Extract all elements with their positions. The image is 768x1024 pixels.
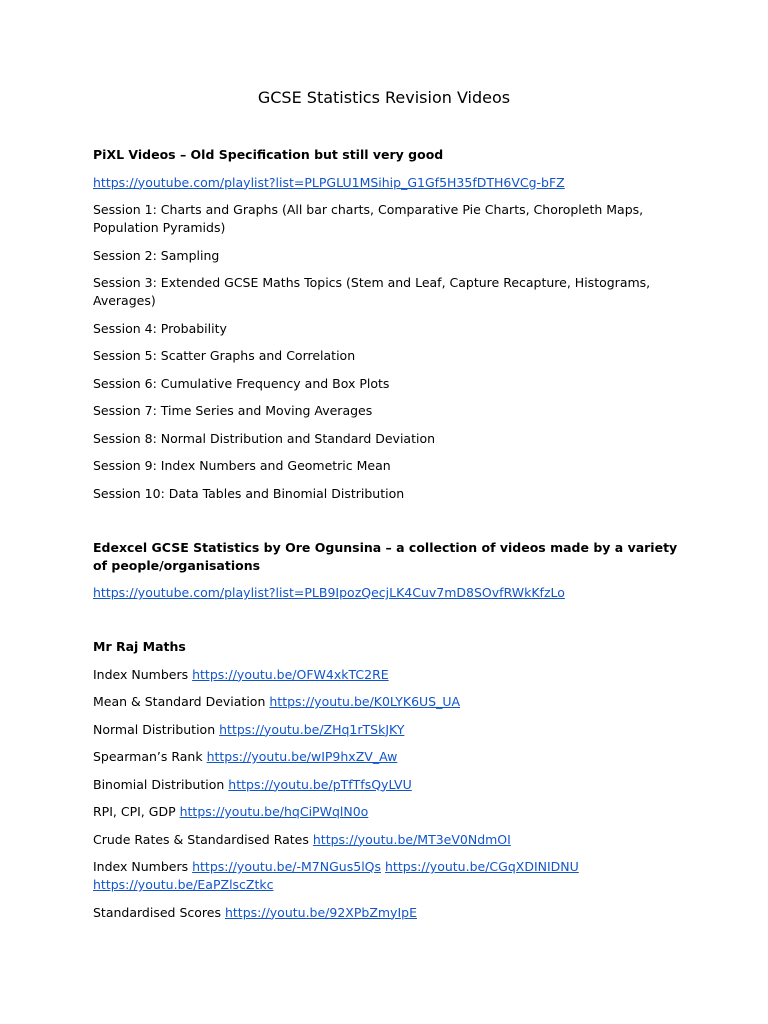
video-label: RPI, CPI, GDP bbox=[93, 804, 176, 819]
video-item bbox=[93, 904, 693, 922]
session-item: Session 6: Cumulative Frequency and Box Plots bbox=[93, 375, 390, 391]
video-link[interactable]: https://youtu.be/K0LYK6US_UA bbox=[269, 694, 461, 709]
video-link[interactable]: https://youtu.be/pTfTfsQyLVU bbox=[228, 776, 412, 792]
video-link[interactable]: https://youtu.be/ZHq1rTSkJKY bbox=[219, 721, 405, 737]
video-label: Index Numbers bbox=[93, 666, 189, 682]
session-item: Session 1: Charts and Graphs (All bar charts, Comparative Pie Charts, Choropleth Maps, Population Pyramids) bbox=[93, 202, 644, 235]
session-item: Session 3: Extended GCSE Maths Topics (Stem and Leaf, Capture Recapture, Histograms, Averages) bbox=[93, 275, 651, 308]
video-link[interactable]: https://youtu.be/wIP9hxZV_Aw bbox=[206, 749, 398, 764]
video-item bbox=[93, 666, 693, 684]
video-link[interactable]: https://youtu.be/92XPbZmyIpE bbox=[224, 904, 417, 920]
video-item bbox=[93, 748, 693, 766]
pixl-playlist-link[interactable]: https://youtube.com/playlist?list=PLPGLU1MSihip_G1Gf5H35fDTH6VCg-bFZ bbox=[93, 174, 565, 190]
video-item bbox=[93, 803, 693, 821]
video-label: Mean & Standard Deviation bbox=[93, 694, 266, 709]
video-link[interactable]: https://youtu.be/-M7NGus5lQs bbox=[192, 859, 382, 874]
edexcel-playlist-link[interactable]: https://youtube.com/playlist?list=PLB9IpozQecjLK4Cuv7mD8SOvfRWkKfzLo bbox=[93, 585, 565, 600]
session-item: Session 5: Scatter Graphs and Correlation bbox=[93, 348, 356, 363]
session-item: Session 9: Index Numbers and Geometric Mean bbox=[93, 458, 391, 473]
edexcel-heading: Edexcel GCSE Statistics by Ore Ogunsina – a collection of videos made by a variety of people/organisations bbox=[93, 539, 678, 573]
video-item bbox=[93, 693, 693, 711]
document-body bbox=[93, 146, 693, 931]
video-label: Index Numbers bbox=[93, 859, 189, 874]
video-link[interactable]: https://youtu.be/MT3eV0NdmOI bbox=[312, 831, 511, 847]
video-link[interactable]: https://youtu.be/CGqXDINIDNU bbox=[385, 859, 579, 874]
session-item: Session 4: Probability bbox=[93, 320, 227, 336]
video-item bbox=[93, 776, 693, 794]
video-label: Standardised Scores bbox=[93, 904, 221, 920]
video-label: Spearman’s Rank bbox=[93, 749, 203, 764]
session-item: Session 10: Data Tables and Binomial Distribution bbox=[93, 485, 405, 501]
mrraj-heading: Mr Raj Maths bbox=[93, 639, 186, 654]
video-label: Crude Rates & Standardised Rates bbox=[93, 831, 309, 847]
page-title: GCSE Statistics Revision Videos bbox=[257, 88, 511, 107]
video-link[interactable]: https://youtu.be/OFW4xkTC2RE bbox=[192, 666, 389, 682]
session-item: Session 7: Time Series and Moving Averages bbox=[93, 403, 373, 418]
video-item-multi bbox=[93, 858, 693, 894]
pixl-heading: PiXL Videos – Old Specification but still very good bbox=[93, 147, 444, 162]
video-link[interactable]: https://youtu.be/EaPZlscZtkc bbox=[93, 877, 274, 892]
session-item: Session 8: Normal Distribution and Standard Deviation bbox=[93, 430, 436, 446]
video-link[interactable]: https://youtu.be/hqCiPWqlN0o bbox=[179, 804, 369, 819]
video-label: Normal Distribution bbox=[93, 721, 216, 737]
video-label: Binomial Distribution bbox=[93, 776, 225, 792]
video-item bbox=[93, 831, 693, 849]
session-item: Session 2: Sampling bbox=[93, 247, 220, 263]
video-item bbox=[93, 721, 693, 739]
